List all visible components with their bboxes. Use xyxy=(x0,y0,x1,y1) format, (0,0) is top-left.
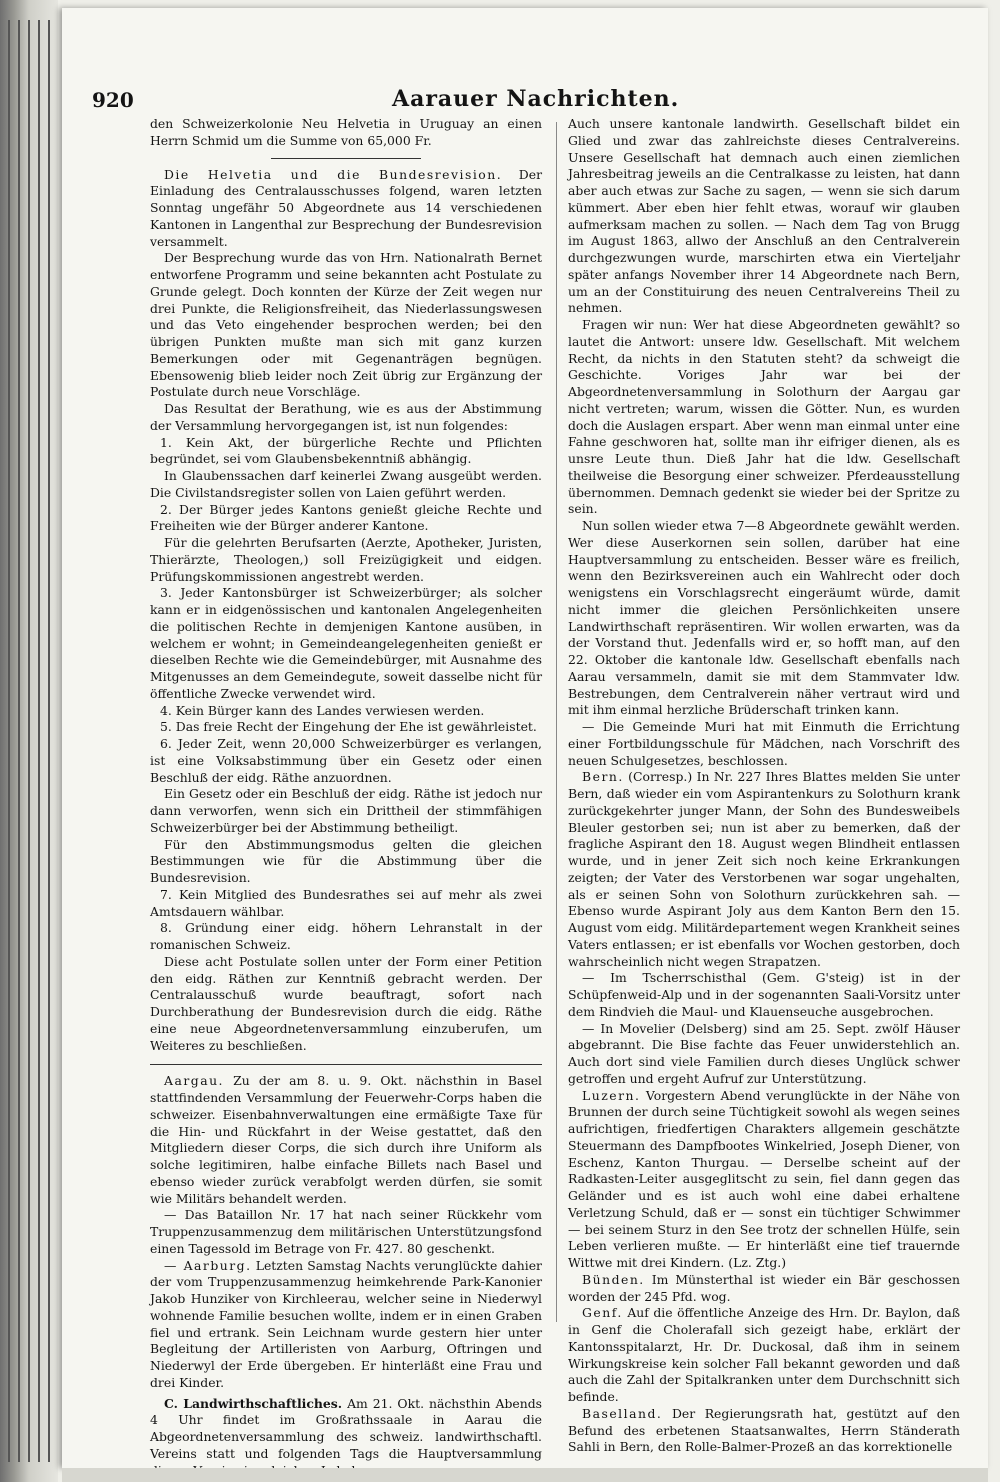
article-heading: Bünden. xyxy=(582,1271,645,1287)
postulate-item: 2. Der Bürger jedes Kantons genießt gleiche Rechte und Freiheiten wie der Bürger anderer Kantone. xyxy=(150,501,542,534)
article-paragraph xyxy=(568,1305,960,1406)
postulate-item: 6. Jeder Zeit, wenn 20,000 Schweizerbürger es verlangen, ist eine Volksabstimmung über ein Gesetz oder einen Beschluß der eidg. Räthe anzuordnen. xyxy=(150,736,542,785)
article-paragraph: — Das Bataillon Nr. 17 hat nach seiner Rückkehr vom Truppenzusammenzug dem militärischen Unterstützungsfond einen Tagessold im Betrage von Fr. 427. 80 geschenkt. xyxy=(150,1207,542,1256)
page-edge xyxy=(48,20,50,1462)
article-paragraph: — Die Gemeinde Muri hat mit Einmuth die Errichtung einer Fortbildungsschule für Mädchen, nach Vorschrift des neuen Schulgesetzes, beschlossen. xyxy=(568,719,960,768)
article-paragraph: Nun sollen wieder etwa 7—8 Abgeordnete gewählt werden. Wer diese Auserkornen sein sollen, darüber hat eine Hauptversammlung zu entscheiden. Besser wäre es freilich, wenn den Bezirksvereinen auch ein Wahlrecht oder doch wenigstens ein Vorschlagsrecht eingeräumt würde, damit nicht immer die gleichen Persönlichkeiten unsere Landwirthschaft repräsentiren. Wir wollen erwarten, was da der Vorstand thut. Jedenfalls wird er, so hofft man, auf den 22. Oktober die kantonale ldw. Gesellschaft ebenfalls nach Aarau versammeln, damit sie mit dem Stammvater ldw. Bestrebungen, dem Centralverein näher vertraut wird und mit ihm einmal herzliche Brüderschaft trinken kann. xyxy=(568,518,960,718)
right-column xyxy=(568,116,960,1456)
left-column xyxy=(150,116,542,1479)
article-paragraph: — Im Tscherrschisthal (Gem. G'steig) ist in der Schüpfenweid-Alp und in der sogenannten Saali-Vorsitz unter dem Rindvieh die Maul- und Klauenseuche ausgebrochen. xyxy=(568,970,960,1019)
page-edge xyxy=(28,20,30,1462)
article-heading: Luzern. xyxy=(582,1087,641,1103)
article-heading: Baselland. xyxy=(582,1405,663,1421)
article-text: Zu der am 8. u. 9. Okt. nächsthin in Basel stattfindenden Versammlung der Feuerwehr-Corps haben die schweizer. Eisenbahnverwaltungen eine ermäßigte Taxe für die Hin- und Rückfahrt in der Weise gestattet, daß den Mitgliedern dieser Corps, die sich durch ihre Uniform als solche legitimiren, halbe einfache Billets nach Basel und ebenso wieder zurück verabfolgt werden dürfen, sie somit wie Militärs behandelt werden. xyxy=(150,1073,542,1206)
postulate-item: 8. Gründung einer eidg. höhern Lehranstalt in der romanischen Schweiz. xyxy=(150,920,542,952)
article-paragraph: den Schweizerkolonie Neu Helvetia in Uruguay an einen Herrn Schmid um die Summe von 65,000 Fr. xyxy=(150,116,542,148)
postulate-item: 7. Kein Mitglied des Bundesrathes sei auf mehr als zwei Amtsdauern wählbar. xyxy=(150,886,542,919)
article-paragraph xyxy=(150,1396,542,1480)
article-text: Im Münsterthal ist wieder ein Bär geschossen worden der 245 Pfd. wog. xyxy=(568,1271,960,1304)
article-heading: Aargau. xyxy=(164,1073,224,1089)
article-text: Letzten Samstag Nachts verunglückte dahier der vom Truppenzusammenzug heimkehrende Park-Kanonier Jakob Hunziker von Kirchleerau, welcher seine in Niederwyl wohnende Familie besuchen wollte, indem er in einen Graben fiel und ertrank. Sein Leichnam wurde gestern hier unter Begleitung der Artilleristen von Aarburg, Oftringen und Niederwyl der Erde übergeben. Er hinterläßt eine Frau und drei Kinder. xyxy=(150,1257,542,1390)
divider-rule xyxy=(271,158,421,159)
postulate-item: 4. Kein Bürger kann des Landes verwiesen werden. xyxy=(160,702,485,718)
article-paragraph: Ein Gesetz oder ein Beschluß der eidg. Räthe ist jedoch nur dann verworfen, wenn sich ein Drittheil der stimmfähigen Schweizerbürger bei der Abstimmung betheiligt. xyxy=(150,786,542,835)
article-paragraph xyxy=(150,1073,542,1207)
article-paragraph: Für den Abstimmungsmodus gelten die gleichen Bestimmungen wie für die Abstimmung über die Bundesrevision. xyxy=(150,836,542,885)
article-paragraph: Das Resultat der Berathung, wie es aus der Abstimmung der Versammlung hervorgegangen ist, ist nun folgendes: xyxy=(150,401,542,433)
article-paragraph xyxy=(568,769,960,970)
article-paragraph: Diese acht Postulate sollen unter der Form einer Petition den eidg. Räthen zur Kenntniß gebracht werden. Der Centralausschuß wurde beauftragt, sofort nach Durchberathung der Bundesrevision durch die eidg. Räthe eine neue Abgeordnetenversammlung einzuberufen, um Weiteres zu beschließen. xyxy=(150,953,542,1053)
book-binding xyxy=(0,0,58,1482)
article-text: Der Regierungsrath hat, gestützt auf den Befund des erbetenen Staatsanwaltes, Herrn Ständerath Sahli in Bern, den Rolle-Balmer-Prozeß an das korrektionelle xyxy=(568,1405,960,1455)
article-paragraph xyxy=(150,167,542,251)
column-divider xyxy=(556,122,557,1322)
page-bottom-shadow xyxy=(62,1468,988,1482)
article-heading: Genf. xyxy=(582,1305,623,1321)
article-paragraph: Für die gelehrten Berufsarten (Aerzte, Apotheker, Juristen, Thierärzte, Theologen,) soll Freizügigkeit und eidgen. Prüfungskommissionen angestrebt werden. xyxy=(150,535,542,584)
article-paragraph xyxy=(150,1258,542,1392)
article-paragraph: Der Besprechung wurde das von Hrn. Nationalrath Bernet entworfene Programm und seine bekannten acht Postulate zu Grunde gelegt. Doch konnten der Kürze der Zeit wegen nur drei Punkte, die Religionsfreiheit, das Niederlassungswesen und das Veto eingehender besprochen werden; bei den übrigen Punkten mußte man sich mit ganz kurzen Bemerkungen oder mit Gegenanträgen begnügen. Ebensowenig blieb leider noch Zeit übrig zur Ergänzung der Postulate durch neue Vorschläge. xyxy=(150,250,542,400)
section-heading: C. Landwirthschaftliches. xyxy=(164,1395,343,1411)
article-text: Vorgestern Abend verunglückte in der Nähe von Brunnen der durch seine Tüchtigkeit sowohl als wegen seines aufrichtigen, friedfertigen Charakters allgemein geschätzte Steuermann des Dampfbootes Winkelried, Joseph Diener, von Eschenz, Kanton Thurgau. — Derselbe scheint auf der Radkasten-Leiter ausgeglitscht zu sein, fiel dann gegen das Geländer und es ist auch wohl eine dabei erhaltene Verletzung Schuld, daß er — sonst ein tüchtiger Schwimmer — bei seinem Sturz in den See trotz der schnellen Hülfe, sein Leben verlieren mußte. — Er hinterläßt eine tief trauernde Wittwe mit drei Kindern. (Lz. Ztg.) xyxy=(568,1087,960,1270)
postulate-item: 1. Kein Akt, der bürgerliche Rechte und Pflichten begründet, sei vom Glaubensbekenntniß abhängig. xyxy=(150,434,542,467)
article-text: Auf die öffentliche Anzeige des Hrn. Dr. Baylon, daß in Genf die Cholerafall sich gezeigt habe, erklärt der Kantonsspitalarzt, Hr. Dr. Duckosal, daß ihm in seinem Wirkungskreise kein solcher Fall bekannt geworden und daß auch die Zahl der Spitalkranken unter dem Durchschnitt sich befinde. xyxy=(568,1305,960,1404)
article-paragraph: — In Movelier (Delsberg) sind am 25. Sept. zwölf Häuser abgebrannt. Die Bise fachte das Feuer unwiderstehlich an. Auch dort sind viele Familien durch dieses Unglück schwer getroffen und ergeht Aufruf zur Unterstützung. xyxy=(568,1020,960,1086)
page-edge xyxy=(8,20,10,1462)
masthead-title: Aarauer Nachrichten. xyxy=(392,86,680,112)
page-edge xyxy=(18,20,20,1462)
article-heading: Bern. xyxy=(582,769,624,785)
article-heading: Die Helvetia und die Bundesrevision. xyxy=(164,166,503,182)
article-paragraph: In Glaubenssachen darf keinerlei Zwang ausgeübt werden. Die Civilstandsregister sollen von Laien geführt werden. xyxy=(150,468,542,500)
page-number: 920 xyxy=(92,88,134,112)
page-edge xyxy=(38,20,40,1462)
article-heading: — Aarburg. xyxy=(164,1257,252,1273)
page-header xyxy=(92,88,682,118)
article-paragraph: Auch unsere kantonale landwirth. Gesellschaft bildet ein Glied und zwar das zahlreichste dieses Centralvereins. Unsere Gesellschaft hat demnach auch einen ziemlichen Jahresbeitrag jeweils an die Centralkasse zu leisten, hat dann aber auch etwas zur Sache zu sagen, — wenn sie sich darum kümmert. Aber eben hier fehlt etwas, worauf wir glauben aufmerksam machen zu sollen. — Nach dem Tag von Brugg im August 1863, allwo der Anschluß an den Centralverein durchgezwungen wurde, marschirten etwa ein Vierteljahr später anfangs November ihrer 14 Abgeordnete nach Bern, um an der Constituirung des neuen Centralvereins Theil zu nehmen. xyxy=(568,116,960,316)
article-text: Am 21. Okt. nächsthin Abends 4 Uhr findet im Großrathssaale in Aarau die Abgeordnetenversammlung des schweiz. landwirthschaftl. Vereins statt und folgenden Tags die Hauptversammlung xyxy=(150,1395,542,1461)
postulate-item: 3. Jeder Kantonsbürger ist Schweizerbürger; als solcher kann er in eidgenössischen und kantonalen Angelegenheiten die politischen Rechte in demjenigen Kantone ausüben, in welchem er wohnt; in Gemeindeangelegenheiten genießt er dieselben Rechte wie die Gemeindebürger, mit Ausnahme des Mitgenusses an dem Gemeindegute, soweit dasselbe nicht für öffentliche Zwecke verwendet wird. xyxy=(150,585,542,701)
postulate-item: 5. Das freie Recht der Eingehung der Ehe ist gewährleistet. xyxy=(160,719,537,735)
article-text: (Corresp.) In Nr. 227 Ihres Blattes melden Sie unter Bern, daß wieder ein vom Aspirantenkurs zu Solothurn krank zurückgekehrter junger Mann, der Sohn des Bundesweibels Bleuler gestorben sei; nun ist aber zu bemerken, daß der fragliche Aspirant den 18. August wegen Blindheit entlassen wurde, und in jener Zeit sich noch keine Erkrankungen zeigten; der Vater des Verstorbenen war sogar ungehalten, als er seinen Sohn von Solothurn zurückkehren sah. — Ebenso wurde Aspirant Joly aus dem Kanton Bern den 15. August vom eidg. Militärdepartement wegen Krankheit seines Vaters entlassen; er ist ebenfalls vor Wochen gestorben, doch wahrscheinlich nicht wegen Strapatzen. xyxy=(568,769,960,969)
article-paragraph: Fragen wir nun: Wer hat diese Abgeordneten gewählt? so lautet die Antwort: unsere ldw. Gesellschaft. Mit welchem Recht, da nichts in den Statuten steht? da schweigt die Geschichte. Voriges Jahr war bei der Abgeordnetenversammlung in Solothurn der Aargau gar nicht vertreten; warum, wissen die Götter. Nun, es wurden doch die Auslagen erspart. Aber wenn man einmal unter eine Fahne geschworen hat, sollte man ihr eifriger dienen, als es unsre Leute thun. Dieß Jahr hat die ldw. Gesellschaft theilweise die Besorgung einer schweizer. Pferdeausstellung übernommen. Demnach gedenkt sie wieder bei der Spritze zu sein. xyxy=(568,317,960,517)
article-paragraph xyxy=(568,1406,960,1456)
article-paragraph xyxy=(568,1088,960,1272)
section-rule xyxy=(150,1064,542,1065)
article-text: Der Einladung des Centralausschusses folgend, waren letzten Sonntag ungefähr 50 Abgeordnete aus 14 verschiedenen Kantonen in Langenthal zur Besprechung der Bundesrevision versammelt. xyxy=(150,166,542,249)
article-paragraph xyxy=(568,1272,960,1306)
